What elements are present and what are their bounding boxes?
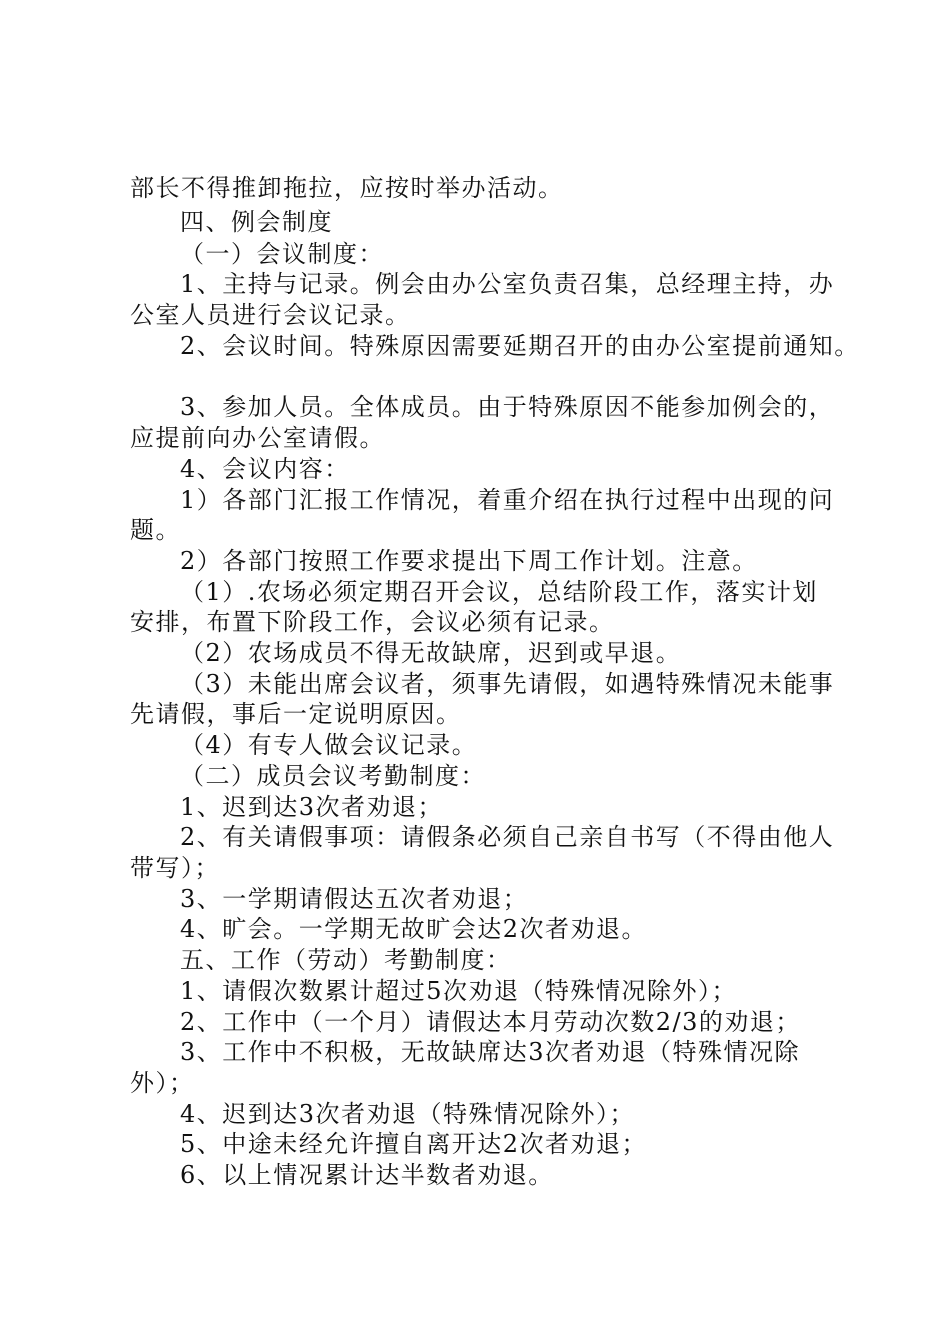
text-line: （2）农场成员不得无故缺席，迟到或早退。 xyxy=(180,639,682,667)
section-heading: 五、工作（劳动）考勤制度： xyxy=(180,946,512,974)
text-line: （4）有专人做会议记录。 xyxy=(180,731,478,759)
text-line: 外）； xyxy=(130,1069,195,1097)
text-line: 2、工作中（一个月）请假达本月劳动次数2/3的劝退； xyxy=(180,1008,801,1036)
text-line: 5、中途未经允许擅自离开达2次者劝退； xyxy=(180,1130,648,1158)
text-line: 部长不得推卸拖拉，应按时举办活动。 xyxy=(130,174,564,202)
text-line: 3、参加人员。全体成员。由于特殊原因不能参加例会的， xyxy=(180,393,835,421)
text-line: 先请假，事后一定说明原因。 xyxy=(130,700,462,728)
text-line: 题。 xyxy=(130,516,181,544)
text-line: （3）未能出席会议者，须事先请假，如遇特殊情况未能事 xyxy=(180,670,835,698)
text-line: 带写）； xyxy=(130,854,220,882)
text-line: 安排，布置下阶段工作，会议必须有记录。 xyxy=(130,608,615,636)
text-line: 2、会议时间。特殊原因需要延期召开的由办公室提前通知。 xyxy=(180,332,860,360)
text-line: 4、旷会。一学期无故旷会达2次者劝退。 xyxy=(180,915,648,943)
text-line: 1、请假次数累计超过5次劝退（特殊情况除外）； xyxy=(180,977,738,1005)
text-line: 2、有关请假事项：请假条必须自己亲自书写（不得由他人 xyxy=(180,823,835,851)
text-line: （1）.农场必须定期召开会议，总结阶段工作，落实计划 xyxy=(180,578,818,606)
section-heading: 四、例会制度 xyxy=(180,208,333,236)
text-line: 2）各部门按照工作要求提出下周工作计划。注意。 xyxy=(180,547,758,575)
subsection-heading: （一）会议制度： xyxy=(180,240,384,268)
text-line: 1）各部门汇报工作情况，着重介绍在执行过程中出现的问 xyxy=(180,486,835,514)
text-line: 1、主持与记录。例会由办公室负责召集，总经理主持，办 xyxy=(180,270,835,298)
text-line: 4、迟到达3次者劝退（特殊情况除外）； xyxy=(180,1100,636,1128)
text-line: 3、一学期请假达五次者劝退； xyxy=(180,885,529,913)
text-line: 公室人员进行会议记录。 xyxy=(130,301,411,329)
text-line: 3、工作中不积极，无故缺席达3次者劝退（特殊情况除 xyxy=(180,1038,801,1066)
text-line: 应提前向办公室请假。 xyxy=(130,424,385,452)
text-line: 4、会议内容： xyxy=(180,455,350,483)
text-line: 6、以上情况累计达半数者劝退。 xyxy=(180,1161,554,1189)
text-line: 1、迟到达3次者劝退； xyxy=(180,793,444,821)
subsection-heading: （二）成员会议考勤制度： xyxy=(180,762,486,790)
